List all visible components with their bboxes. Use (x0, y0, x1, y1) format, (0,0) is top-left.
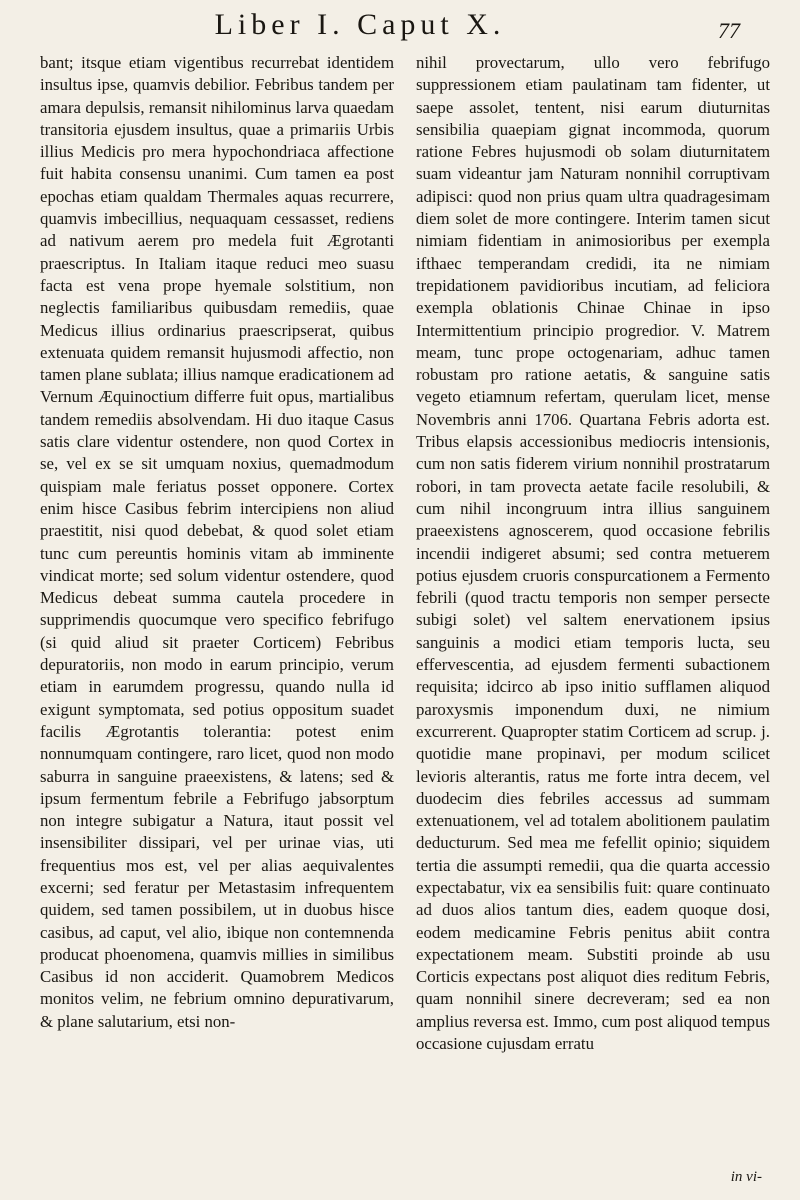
page-header (40, 8, 770, 43)
right-column (416, 52, 770, 1192)
right-column-text: nihil provectarum, ullo vero febrifugo suppressionem etiam paulatinam tam fidenter, ut saepe assolet, tentent, nisi earum diuturnitas sensibilia quaepiam gignat incommoda, quorum ratione Febres hujusmodi ob solam diuturnitatem suam videantur jam Naturam nonnihil corruptivam adipisci: quod non prius quam ultra quadragesimam diem solet de more contingere. Interim tamen sicut nimiam fidentiam in animosioribus per exempla ifthaec temperandam credidi, ita ne nimiam trepidationem pavidioribus incutiam, ad feliciora exempla oblationis Chinae Chinae in ipso Intermittentium principio progredior. V. Matrem meam, tunc prope octogenariam, adhuc tamen robustam pro ratione aetatis, & sanguine satis vegeto etiamnum refertam, querulam licet, mense Novembris anni 1706. Quartana Febris adorta est. Tribus elapsis accessionibus mediocris intensionis, cum non satis fiderem virium nonnihil prostratarum robori, in tam provecta aetate facile resolubili, & cum nihil incongruum intra illius sanguinem praeexistens agnoscerem, quod occasione febrilis incendii indigeret absumi; sed contra metuerem potius ejusdem cruoris conspurcationem a Fermento febrili (quod tractu temporis non semper persecte subigi solet) vel saltem enervationem ipsius sanguinis a modici etiam temporis lucta, seu effervescentia, ad ejusdem fermenti subactionem requisita; idcirco ab ipso initio sufflamen aliquod paroxysmis imponendum duxi, ne nimium excurrerent. Quapropter statim Corticem ad scrup. j. quotidie mane propinavi, per modum scilicet levioris alterantis, ratus me forte intra decem, vel duodecim dies febriles accessus ad summam extenuationem, vel ad totalem abolitionem paulatim deducturum. Sed mea me fefellit opinio; siquidem tertia die assumpti remedii, qua die quarta accessio expectabatur, vix ea sensibilis fuit: quare continuato ad duos alios tantum dies, eadem quoque dosi, eodem medicamine Febris penitus abiit contra expectationem meam. Substiti proinde ab usu Corticis expectans post aliquot dies reditum Febris, quam nonnihil sinere decreveram; sed ea non amplius reversa est. Immo, cum post aliquod tempus occasione cujusdam erratu (416, 53, 770, 1054)
running-title: Liber I. Caput X. (214, 8, 506, 41)
catchword: in vi- (730, 1169, 762, 1185)
left-column (40, 52, 394, 1192)
page-number: 77 (718, 18, 740, 43)
text-columns (40, 52, 770, 1192)
left-column-text: bant; itsque etiam vigentibus recurrebat identidem insultus ipse, quamvis debilior. Febribus tandem per amara depulsis, remansit nihilominus larva quaedam transitoria ejusdem insultus, quae a primariis Urbis illius Medicis pro mera hypochondriaca affectione fuit habita consensu unanimi. Cum tamen ea post epochas etiam qualdam Thermales aquas recurrere, quamvis imbecillius, nequaquam cessasset, rediens ad nativum aerem pro medela fuit Ægrotanti praescriptus. In Italiam itaque reduci meo suasu facta est vena prope hyemale solstitium, non neglectis familiaribus quibusdam remediis, quae Medicus illius ordinarius praescripserat, quibus extenuata quidem remansit hujusmodi affectio, non tamen plane sublata; illius namque eradicationem ad Vernum Æquinoctium differre fuit opus, martialibus tandem remediis absolvendam. Hi duo itaque Casus satis clare videntur ostendere, non quod Cortex in se, vel ex se sit umquam noxius, quemadmodum quispiam male feriatus posset opponere. Cortex enim hisce Casibus febrim intercipiens non aliud praestitit, nisi quod debebat, & quod solet etiam tunc cum pereuntis hominis vitam ab imminente vindicat morte; sed solum videntur ostendere, quod Medicus debeat summa cautela procedere in supprimendis quocumque vero specifico febrifugo (si quid aliud sit praeter Corticem) Febribus depuratoriis, non modo in earum principio, verum etiam in earumdem progressu, quando nulla id exigunt symptomata, sed potius oppositum suadet facilis Ægrotantis tolerantia: potest enim nonnumquam contingere, raro licet, quod non modo saburra in sanguine praeexistens, & latens; sed & ipsum fermentum febrile a Febrifugo jabsorptum non integre subigatur a Natura, itaut possit vel insensibiliter dissipari, vel per urinae vias, uti frequentius mos est, vel per alias aequivalentes excerni; sed feratur per Metastasim infrequentem quidem, sed tamen possibilem, ut in duobus hisce casibus, ad caput, vel alio, ibique non contemnenda producat phoenomena, quamvis millies in similibus Casibus id non acciderit. Quamobrem Medicos monitos velim, ne febrium omnino depurativarum, & plane salutarium, etsi non- (40, 53, 394, 1031)
